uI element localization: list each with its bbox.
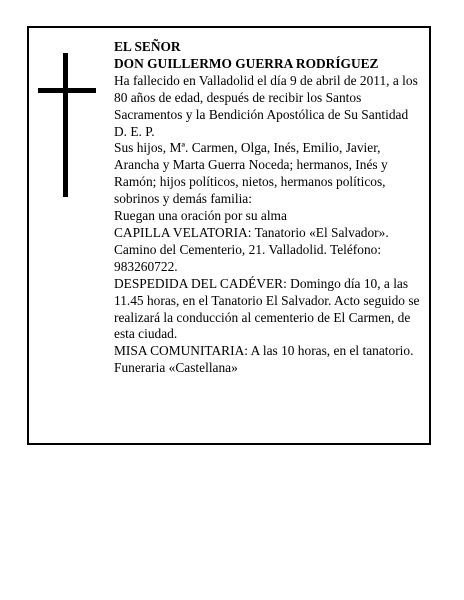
death-announcement: Ha fallecido en Valladolid el día 9 de abril de 2011, a los 80 años de edad, después de recibir los Santos Sacramentos y la Bendición Apostólica de Su Santidad D. E. P. xyxy=(114,72,418,139)
cross-icon xyxy=(38,53,96,197)
prayer-request: Ruegan una oración por su alma xyxy=(114,208,287,224)
cross-vertical-bar xyxy=(63,53,68,197)
farewell-details: DESPEDIDA DEL CADÉVER: Domingo día 10, a las 11.45 horas, en el Tanatorio El Salvador. Acto seguido se realizará la conducción al cementerio de El Carmen, de esta ciudad. xyxy=(114,275,420,342)
wake-location: CAPILLA VELATORIA: Tanatorio «El Salvador». Camino del Cementerio, 21. Valladolid. Teléfono: 983260722. xyxy=(114,224,389,274)
funeral-home: Funeraria «Castellana» xyxy=(114,360,238,376)
obituary-title: EL SEÑOR xyxy=(114,39,181,54)
mass-details: MISA COMUNITARIA: A las 10 horas, en el tanatorio. xyxy=(114,343,414,359)
family-list: Sus hijos, Mª. Carmen, Olga, Inés, Emilio, Javier, Arancha y Marta Guerra Noceda; hermanos, Inés y Ramón; hijos políticos, nietos, hermanos políticos, sobrinos y demás familia: xyxy=(114,140,388,207)
obituary-text xyxy=(114,39,422,377)
cross-horizontal-bar xyxy=(38,88,96,93)
deceased-name: DON GUILLERMO GUERRA RODRÍGUEZ xyxy=(114,55,379,71)
